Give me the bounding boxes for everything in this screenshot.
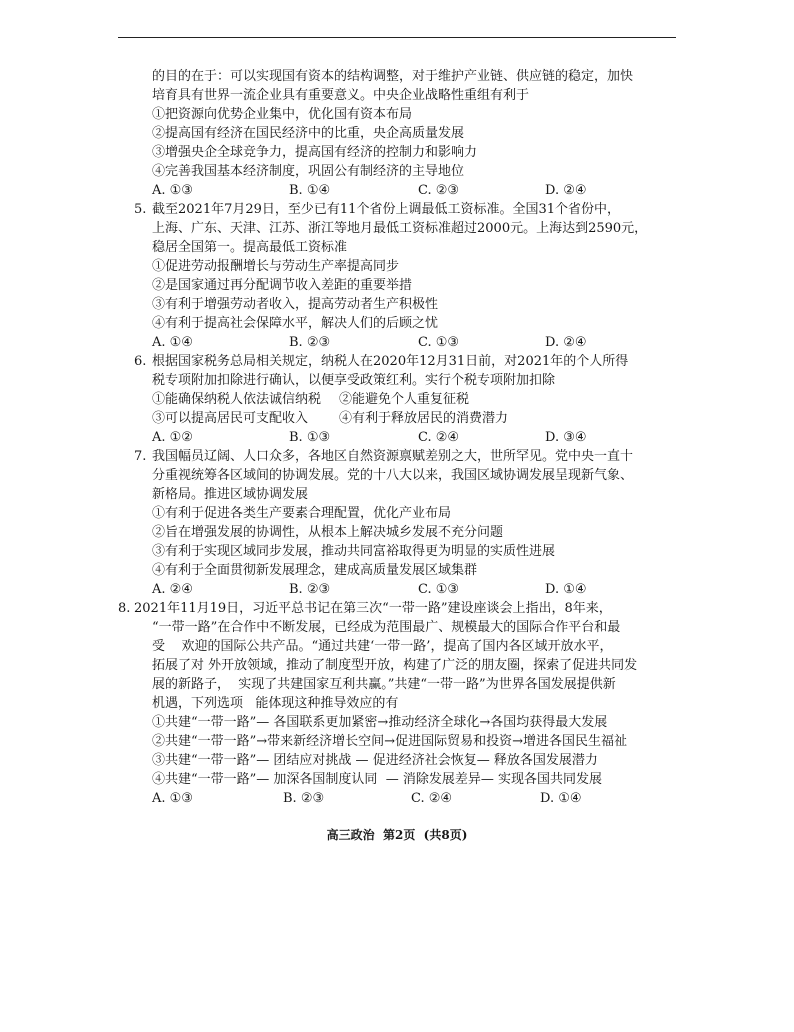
q8-statement bbox=[152, 713, 652, 732]
q5-stem-line bbox=[152, 219, 652, 238]
q8-statement bbox=[152, 732, 652, 751]
q7-choices bbox=[152, 580, 652, 599]
q5-stem-text: 上海、广东、天津、江苏、浙江等地月最低工资标准超过2000元。上海达到2590元， bbox=[152, 221, 648, 236]
q7-stem-line bbox=[152, 485, 652, 504]
choice-c: C. ②③ bbox=[418, 183, 460, 198]
q5-statement bbox=[152, 257, 652, 276]
q8-stem-text: 拓展了对 外开放领域，推动了制度型开放，构建了广泛的朋友圈，探索了促进共同发 bbox=[152, 658, 638, 673]
choice-a: A. ②④ bbox=[152, 582, 193, 597]
q7-stem-line bbox=[152, 466, 652, 485]
statement-3: ③共建“一带一路”— 团结应对挑战 — 促进经济社会恢复— 释放各国发展潜力 bbox=[152, 753, 598, 768]
q7-stem-text: 我国幅员辽阔、人口众多，各地区自然资源禀赋差别之大，世所罕见。党中央一直十 bbox=[152, 449, 634, 464]
choice-d: D. ①④ bbox=[545, 582, 587, 597]
q8-stem-text: 2021年11月19日，习近平总书记在第三次“一带一路”建设座谈会上指出，8年来， bbox=[134, 601, 612, 616]
exam-content bbox=[118, 67, 652, 808]
choice-b: B. ①③ bbox=[289, 430, 331, 445]
question-number: 7. bbox=[134, 449, 147, 464]
q8-stem-text: 受 欢迎的国际公共产品。“通过共建‘一带一路’，提高了国内各区域开放水平， bbox=[152, 639, 613, 654]
q8-choices bbox=[152, 789, 652, 808]
choice-c: C. ②④ bbox=[411, 791, 453, 806]
statement-4: ④有利于提高社会保障水平，解决人们的后顾之忧 bbox=[152, 316, 439, 331]
statement-1: ①促进劳动报酬增长与劳动生产率提高同步 bbox=[152, 259, 400, 274]
q4-stem-text: 培育具有世界一流企业具有重要意义。中央企业战略性重组有利于 bbox=[152, 88, 530, 103]
statement-4: ④有利于全面贯彻新发展理念，建成高质量发展区域集群 bbox=[152, 563, 478, 578]
q4-choices bbox=[152, 181, 652, 200]
statement-2: ②共建“一带一路”→带来新经济增长空间→促进国际贸易和投资→增进各国民生福祉 bbox=[152, 734, 627, 749]
q8-statement bbox=[152, 751, 652, 770]
q4-statement bbox=[152, 105, 652, 124]
q8-statement bbox=[152, 770, 652, 789]
q6-choices bbox=[152, 428, 652, 447]
q5-statement bbox=[152, 314, 652, 333]
choice-b: B. ②③ bbox=[289, 335, 331, 350]
question-number: 6. bbox=[134, 354, 147, 369]
question-number: 8. bbox=[118, 601, 131, 616]
q8-stem-text: 机遇，下列选项 能体现这种推导效应的有 bbox=[152, 696, 399, 711]
choice-c: C. ①③ bbox=[418, 582, 460, 597]
statement-3: ③可以提高居民可支配收入 bbox=[152, 411, 309, 426]
statement-1: ①有利于促进各类生产要素合理配置，优化产业布局 bbox=[152, 506, 452, 521]
question-number: 5. bbox=[134, 202, 147, 217]
q8-stem-text: “一带一路”在合作中不断发展，已经成为范围最广、规模最大的国际合作平台和最 bbox=[152, 620, 621, 635]
choice-c: C. ②④ bbox=[418, 430, 460, 445]
q4-stem-line bbox=[152, 86, 652, 105]
choice-a: A. ①③ bbox=[152, 791, 193, 806]
q6-stem-line bbox=[134, 352, 652, 371]
choice-b: B. ②③ bbox=[283, 791, 325, 806]
statement-1: ①共建“一带一路”— 各国联系更加紧密→推动经济全球化→各国均获得最大发展 bbox=[152, 715, 608, 730]
page-footer: 高三政治 第2页 (共8页) bbox=[326, 828, 468, 842]
statement-2: ②提高国有经济在国民经济中的比重，央企高质量发展 bbox=[152, 126, 465, 141]
q8-stem-line bbox=[152, 656, 652, 675]
q7-stem-text: 分重视统筹各区域间的协调发展。党的十八大以来，我国区域协调发展呈现新气象、 bbox=[152, 468, 634, 483]
q8-stem-text: 展的新路子， 实现了共建国家互利共赢。”共建“一带一路”为世界各国发展提供新 bbox=[152, 677, 616, 692]
header-rule bbox=[118, 37, 676, 38]
q8-stem-line bbox=[152, 618, 652, 637]
choice-a: A. ①③ bbox=[152, 183, 193, 198]
q4-statement bbox=[152, 162, 652, 181]
statement-3: ③有利于实现区域同步发展，推动共同富裕取得更为明显的实质性进展 bbox=[152, 544, 556, 559]
q6-stem-text: 税专项附加扣除进行确认，以便享受政策红利。实行个税专项附加扣除 bbox=[152, 373, 556, 388]
statement-4: ④有利于释放居民的消费潜力 bbox=[339, 411, 509, 426]
choice-c: C. ①③ bbox=[418, 335, 460, 350]
q7-statement bbox=[152, 542, 652, 561]
q5-statement bbox=[152, 276, 652, 295]
choice-b: B. ②③ bbox=[289, 582, 331, 597]
q5-stem-line bbox=[152, 238, 652, 257]
statement-1: ①能确保纳税人依法诚信纳税 bbox=[152, 392, 322, 407]
statement-4: ④完善我国基本经济制度，巩固公有制经济的主导地位 bbox=[152, 164, 465, 179]
q7-statement bbox=[152, 523, 652, 542]
statement-2: ②旨在增强发展的协调性，从根本上解决城乡发展不充分问题 bbox=[152, 525, 504, 540]
q4-statement bbox=[152, 143, 652, 162]
q8-stem-line bbox=[152, 675, 652, 694]
q7-stem-text: 新格局。推进区域协调发展 bbox=[152, 487, 309, 502]
q6-stem-text: 根据国家税务总局相关规定，纳税人在2020年12月31日前，对2021年的个人所得 bbox=[152, 354, 629, 369]
statement-1: ①把资源向优势企业集中，优化国有资本布局 bbox=[152, 107, 413, 122]
statement-2: ②能避免个人重复征税 bbox=[339, 392, 470, 407]
statement-3: ③增强央企全球竞争力，提高国有经济的控制力和影响力 bbox=[152, 145, 478, 160]
q5-choices bbox=[152, 333, 652, 352]
choice-b: B. ①④ bbox=[289, 183, 331, 198]
choice-d: D. ①④ bbox=[540, 791, 582, 806]
q7-statement bbox=[152, 504, 652, 523]
q6-statement-row bbox=[152, 409, 652, 428]
q6-stem-line bbox=[152, 371, 652, 390]
choice-a: A. ①② bbox=[152, 430, 193, 445]
statement-2: ②是国家通过再分配调节收入差距的重要举措 bbox=[152, 278, 413, 293]
statement-3: ③有利于增强劳动者收入，提高劳动者生产积极性 bbox=[152, 297, 439, 312]
q4-statement bbox=[152, 124, 652, 143]
q8-stem-line bbox=[152, 694, 652, 713]
q5-stem-text: 稳居全国第一。提高最低工资标准 bbox=[152, 240, 348, 255]
q7-stem-line bbox=[134, 447, 652, 466]
choice-d: D. ②④ bbox=[545, 183, 587, 198]
choice-a: A. ①④ bbox=[152, 335, 193, 350]
statement-4: ④共建“一带一路”— 加深各国制度认同 — 消除发展差异— 实现各国共同发展 bbox=[152, 772, 602, 787]
q7-statement bbox=[152, 561, 652, 580]
choice-d: D. ②④ bbox=[545, 335, 587, 350]
q5-stem-line bbox=[134, 200, 652, 219]
q5-statement bbox=[152, 295, 652, 314]
q4-stem-text: 的目的在于：可以实现国有资本的结构调整，对于维护产业链、供应链的稳定，加快 bbox=[152, 69, 634, 84]
q8-stem-line bbox=[118, 599, 652, 618]
q6-statement-row bbox=[152, 390, 652, 409]
q5-stem-text: 截至2021年7月29日，至少已有11个省份上调最低工资标准。全国31个省份中， bbox=[152, 202, 620, 217]
q8-stem-line bbox=[152, 637, 652, 656]
q4-stem-line bbox=[152, 67, 652, 86]
choice-d: D. ③④ bbox=[545, 430, 587, 445]
